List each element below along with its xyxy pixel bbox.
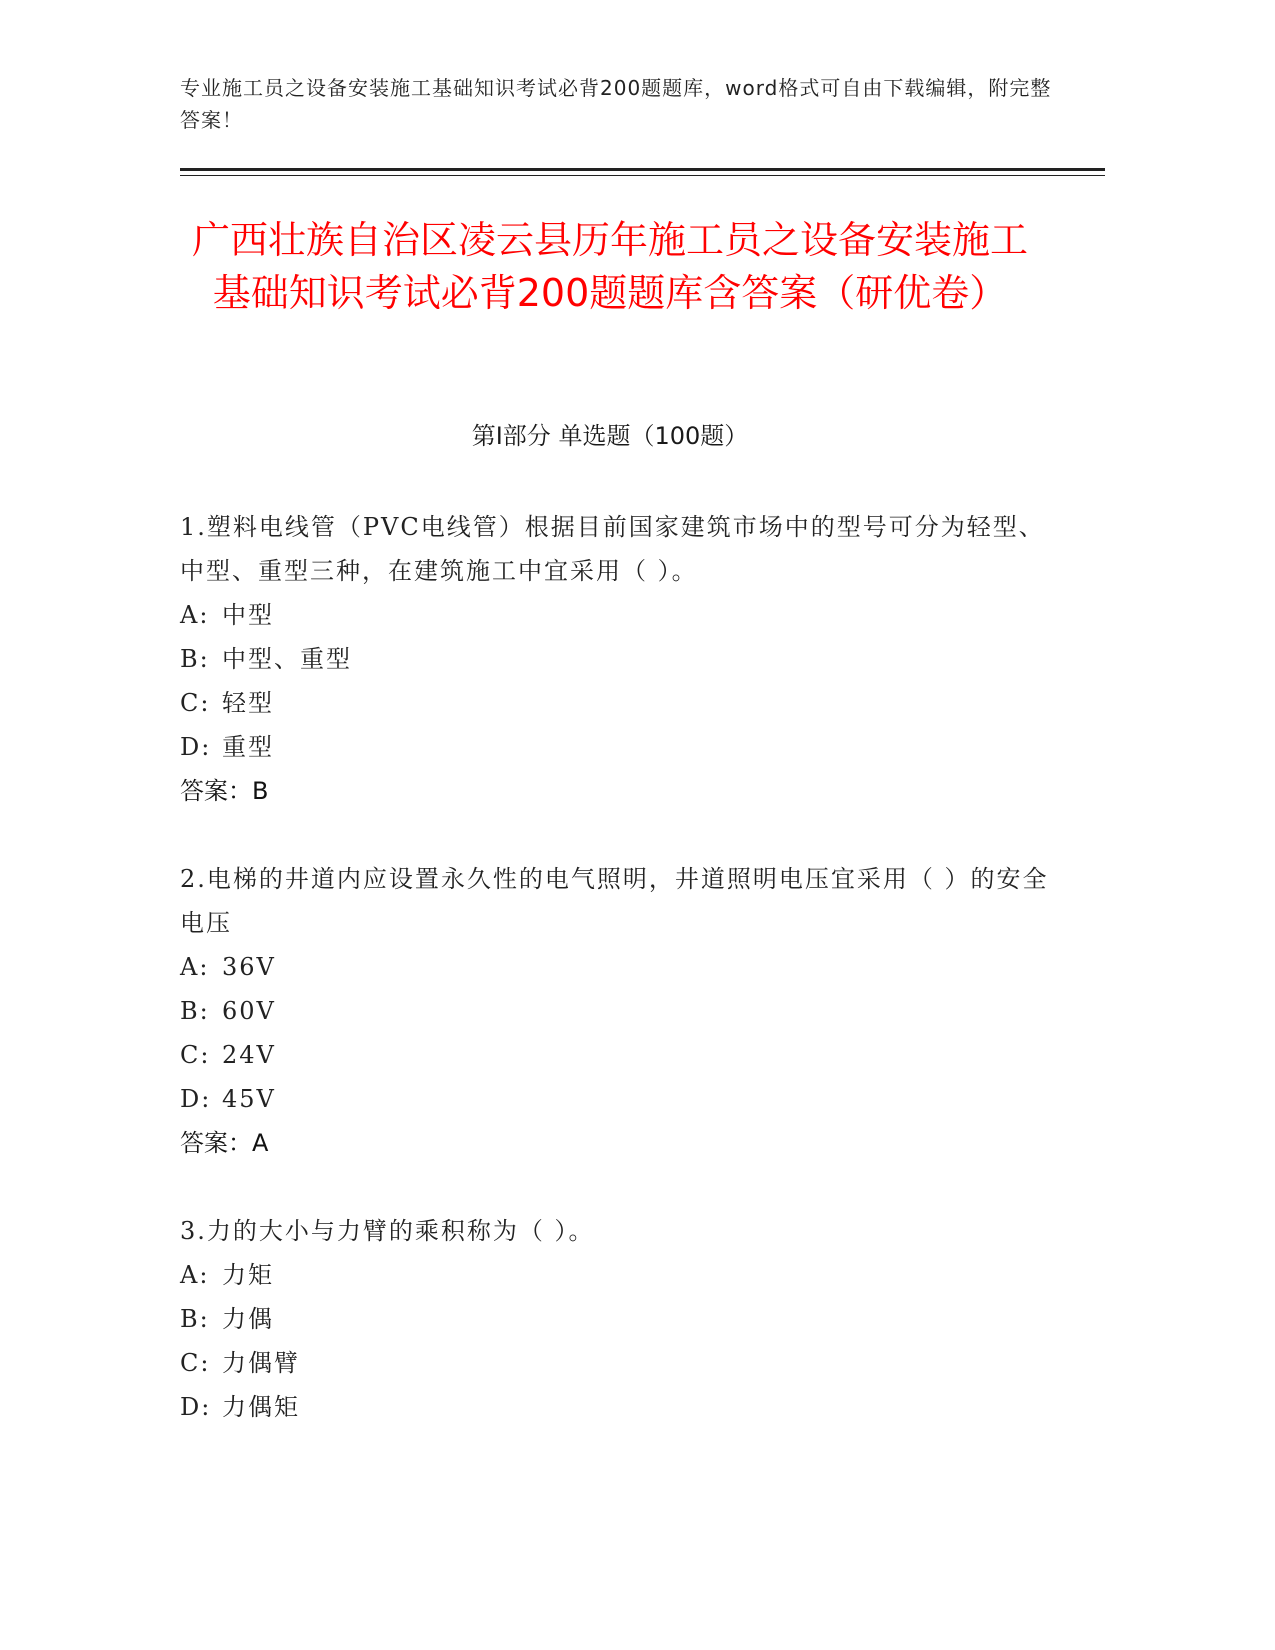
header-divider-thin [180,175,1105,176]
option-key: B: [180,1305,210,1333]
option-a [180,945,1060,989]
option-text: 力偶 [222,1305,274,1333]
option-key: C: [180,1041,211,1069]
header-note: 专业施工员之设备安装施工基础知识考试必背200题题库，word格式可自由下载编辑，附完整答案！ [180,76,1052,132]
question-3 [180,1209,1060,1429]
option-text: 力矩 [222,1261,274,1289]
option-b [180,989,1060,1033]
option-text: 45V [222,1085,276,1113]
question-stem: 1.塑料电线管（PVC电线管）根据目前国家建筑市场中的型号可分为轻型、中型、重型三种，在建筑施工中宜采用（ ）。 [180,513,1045,585]
option-text: 中型、重型 [222,645,352,673]
option-key: D: [180,733,212,761]
option-text: 60V [222,997,276,1025]
question-1 [180,505,1060,813]
question-2 [180,857,1060,1165]
option-key: A: [180,601,210,629]
question-stem: 2.电梯的井道内应设置永久性的电气照明，井道照明电压宜采用（ ）的安全电压 [180,865,1049,937]
option-text: 24V [222,1041,276,1069]
answer-line: 答案：A [180,1129,269,1157]
option-a [180,1253,1060,1297]
option-text: 重型 [222,733,274,761]
option-c [180,1033,1060,1077]
option-key: C: [180,1349,211,1377]
answer-line: 答案：B [180,777,269,805]
option-text: 36V [222,953,276,981]
option-key: D: [180,1393,212,1421]
option-d [180,725,1060,769]
option-text: 力偶臂 [222,1349,300,1377]
option-b [180,1297,1060,1341]
option-key: D: [180,1085,212,1113]
section-heading: 第I部分 单选题（100题） [471,422,749,450]
option-key: B: [180,997,210,1025]
option-d [180,1077,1060,1121]
option-key: A: [180,1261,210,1289]
header-divider-thick [180,168,1105,171]
option-a [180,593,1060,637]
option-text: 力偶矩 [222,1393,300,1421]
option-b [180,637,1060,681]
option-key: C: [180,689,211,717]
option-key: B: [180,645,210,673]
option-c [180,1341,1060,1385]
option-key: A: [180,953,210,981]
option-text: 轻型 [222,689,274,717]
question-list [180,505,1060,1473]
option-text: 中型 [222,601,274,629]
question-stem: 3.力的大小与力臂的乘积称为（ ）。 [180,1217,595,1245]
option-d [180,1385,1060,1429]
option-c [180,681,1060,725]
document-title: 广西壮族自治区凌云县历年施工员之设备安装施工基础知识考试必背200题题库含答案（研优卷） [191,218,1028,315]
